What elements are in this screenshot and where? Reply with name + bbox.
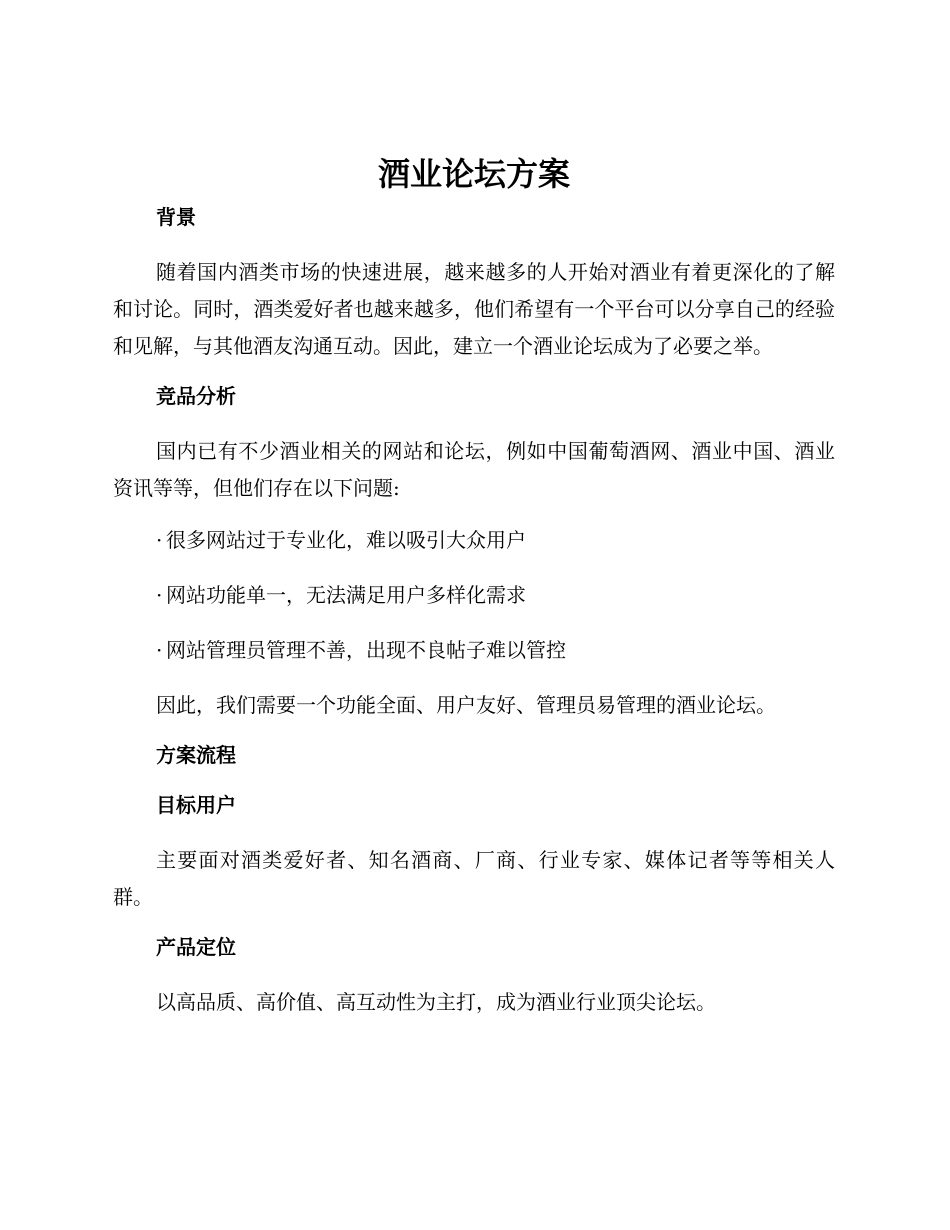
section-plan-process xyxy=(113,742,835,768)
list-item-text: 很多网站过于专业化，难以吸引大众用户 xyxy=(166,528,526,552)
list-item-text: 网站管理员管理不善，出现不良帖子难以管控 xyxy=(166,638,566,662)
section-heading: 竞品分析 xyxy=(156,384,236,408)
body-paragraph: 主要面对酒类爱好者、知名酒商、厂商、行业专家、媒体记者等等相关人群。 xyxy=(113,848,835,909)
bullet-icon: · xyxy=(156,638,163,662)
section-heading: 目标用户 xyxy=(156,793,236,817)
section-competitor-analysis xyxy=(113,383,835,724)
section-target-users xyxy=(113,792,835,916)
body-paragraph: 国内已有不少酒业相关的网站和论坛，例如中国葡萄酒网、酒业中国、酒业资讯等等，但他们存在以下问题: xyxy=(113,439,835,500)
section-background xyxy=(113,204,835,365)
section-heading: 产品定位 xyxy=(156,935,236,959)
body-paragraph: 因此，我们需要一个功能全面、用户友好、管理员易管理的酒业论坛。 xyxy=(156,693,776,717)
list-item-text: 网站功能单一，无法满足用户多样化需求 xyxy=(166,583,526,607)
document-title: 酒业论坛方案 xyxy=(377,155,570,193)
section-heading: 方案流程 xyxy=(156,743,236,767)
body-paragraph: 以高品质、高价值、高互动性为主打，成为酒业行业顶尖论坛。 xyxy=(156,990,716,1014)
section-product-positioning xyxy=(113,934,835,1021)
list-item xyxy=(113,522,835,559)
issue-list xyxy=(113,522,835,669)
document-page xyxy=(113,152,835,1036)
list-item xyxy=(113,577,835,614)
list-item xyxy=(113,632,835,669)
section-heading: 背景 xyxy=(156,205,196,229)
bullet-icon: · xyxy=(156,583,163,607)
body-paragraph: 随着国内酒类市场的快速进展，越来越多的人开始对酒业有着更深化的了解和讨论。同时，酒类爱好者也越来越多，他们希望有一个平台可以分享自己的经验和见解，与其他酒友沟通互动。因此，建立一个酒业论坛成为了必要之举。 xyxy=(113,260,835,358)
bullet-icon: · xyxy=(156,528,163,552)
